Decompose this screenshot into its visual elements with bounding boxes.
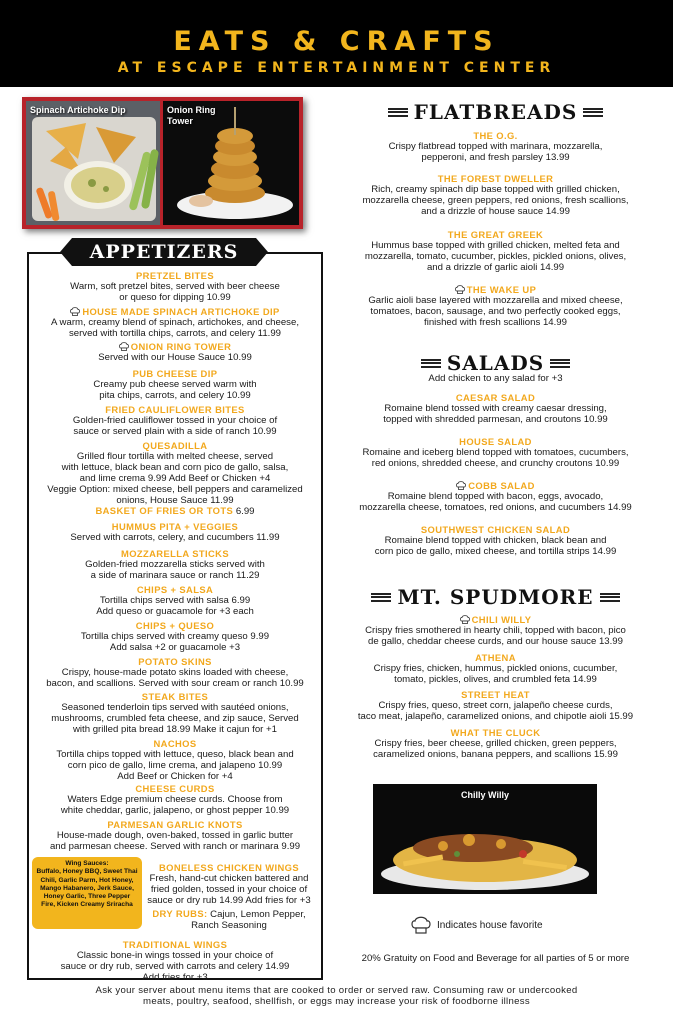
- item-name: PUB CHEESE DIP: [132, 368, 218, 379]
- menu-item: [32, 691, 318, 735]
- item-desc: Crispy fries, queso, street corn, jalapeño cheese curds, taco meat, jalapeño, caramelized onions, and chipotle aioli 15.99: [357, 700, 634, 722]
- wing-sauces-title: Wing Sauces:: [65, 860, 109, 867]
- item-name: [32, 341, 318, 352]
- item-desc: Rich, creamy spinach dip base topped with grilled chicken, mozzarella cheese, green peppers, red onions, fresh scallions, and a drizzle of house sauce 14.99: [362, 184, 629, 217]
- item-name: STREET HEAT: [461, 689, 530, 700]
- item-desc: Served with our House Sauce 10.99: [98, 352, 252, 363]
- item-name: TRADITIONAL WINGS: [122, 939, 228, 950]
- item-name: [333, 284, 658, 295]
- item-name: THE GREAT GREEK: [447, 229, 544, 240]
- item-desc: Classic bone-in wings tossed in your choice of sauce or dry rub, served with carrots and celery 14.99 Add fries for +3: [60, 950, 290, 983]
- item-name: WHAT THE CLUCK: [450, 727, 541, 738]
- item-desc: Crispy fries, chicken, hummus, pickled onions, cucumber, tomato, pickles, olives, and crumbled feta 14.99: [373, 663, 618, 685]
- menu-item: [32, 521, 318, 543]
- menu-item: [32, 656, 318, 689]
- item-name: STEAK BITES: [141, 691, 209, 702]
- item-desc: Romaine and iceberg blend topped with tomatoes, cucumbers, red onions, shredded cheese, and crunchy croutons 10.99: [362, 447, 629, 469]
- item-desc: Crispy fries, beer cheese, grilled chicken, green peppers, caramelized onions, banana peppers, and scallions 15.99: [373, 738, 618, 760]
- item-desc: House-made dough, oven-baked, tossed in garlic butter and parmesan cheese. Served with ranch or marinara 9.99: [49, 830, 301, 852]
- spudmore-header: [333, 585, 658, 609]
- divider-lines: [421, 359, 441, 368]
- item-name-text: COBB SALAD: [468, 480, 535, 491]
- item-desc: Seasoned tenderloin tips served with sautéed onions, mushrooms, crumbled feta cheese, and zip sauce, Served with grilled pita bread 18.99 Make it cajun for +1: [51, 702, 299, 735]
- spudmore-heading: MT. SPUDMORE: [397, 585, 594, 609]
- chef-hat-icon: [119, 342, 129, 351]
- menu-item: [333, 614, 658, 647]
- menu-item: [333, 229, 658, 273]
- item-name: HUMMUS PITA + VEGGIES: [111, 521, 239, 532]
- menu-item: [32, 341, 318, 363]
- item-name: BASKET OF FRIES OR TOTS: [95, 505, 234, 516]
- divider-lines: [583, 108, 603, 117]
- menu-item: [32, 548, 318, 581]
- item-desc: Golden-fried mozzarella sticks served with a side of marinara sauce or ranch 11.29: [85, 559, 265, 581]
- legend-text: Indicates house favorite: [437, 919, 543, 931]
- item-name: SOUTHWEST CHICKEN SALAD: [420, 524, 571, 535]
- wing-sauces-list: Buffalo, Honey BBQ, Sweet Thai Chili, Garlic Parm, Hot Honey, Mango Habanero, Jerk Sauce, Honey Garlic, Three Pepper Fire, Kicken Creamy Sriracha: [36, 868, 138, 909]
- menu-item: [333, 652, 658, 685]
- item-desc: Waters Edge premium cheese curds. Choose from white cheddar, garlic, jalapeno, or ghost pepper 10.99: [60, 794, 290, 816]
- dry-rubs: [142, 908, 316, 931]
- item-desc: Tortilla chips served with salsa 6.99 Add queso or guacamole for +3 each: [96, 595, 254, 617]
- spinach-dip-photo-label: Spinach Artichoke Dip: [30, 105, 126, 115]
- item-name: QUESADILLA: [142, 440, 208, 451]
- menu-item: [333, 689, 658, 722]
- item-desc: Tortilla chips topped with lettuce, queso, black bean and corn pico de gallo, lime crema, and jalapeno 10.99 Add Beef or Chicken for +4: [56, 749, 294, 782]
- appetizers-heading: APPETIZERS: [89, 241, 239, 263]
- menu-item: [333, 436, 658, 469]
- gratuity-note: 20% Gratuity on Food and Beverage for all parties of 5 or more: [361, 953, 630, 964]
- wing-sauces-box: [32, 857, 142, 929]
- item-name: NACHOS: [153, 738, 197, 749]
- divider-lines: [600, 593, 620, 602]
- item-name: [333, 480, 658, 491]
- menu-item: [333, 524, 658, 557]
- menu-item: [32, 584, 318, 617]
- item-desc: Hummus base topped with grilled chicken, melted feta and mozzarella, tomato, cucumber, pickles, pickled onions, olives, and a drizzle of garlic aioli 14.99: [364, 240, 627, 273]
- salads-heading: SALADS: [446, 351, 545, 375]
- chef-hat-icon: [460, 615, 470, 624]
- divider-lines: [388, 108, 408, 117]
- item-name: [333, 614, 658, 625]
- item-desc: Crispy fries smothered in hearty chili, topped with bacon, pico de gallo, cheddar cheese curds, and our house sauce 13.99: [365, 625, 626, 647]
- item-name: HOUSE SALAD: [459, 436, 532, 447]
- chef-hat-icon: [456, 481, 466, 490]
- menu-item: [333, 284, 658, 328]
- item-name: ATHENA: [475, 652, 516, 663]
- flatbreads-header: [333, 100, 658, 124]
- menu-item: [32, 368, 318, 401]
- flatbreads-heading: FLATBREADS: [413, 100, 578, 124]
- salads-note: [333, 373, 658, 384]
- item-name-text: HOUSE MADE SPINACH ARTICHOKE DIP: [82, 306, 280, 317]
- item-desc: Served with carrots, celery, and cucumbers 11.99: [70, 532, 280, 543]
- menu-item: [333, 130, 658, 163]
- dry-rubs-label: DRY RUBS:: [152, 908, 208, 919]
- item-name-text: CHILI WILLY: [471, 614, 532, 625]
- dry-rubs-text: Cajun, Lemon Pepper, Ranch Seasoning: [191, 909, 306, 931]
- item-name: CHIPS + QUESO: [135, 620, 215, 631]
- chilly-willy-photo: [373, 784, 597, 894]
- menu-item: [333, 392, 658, 425]
- dry-rubs-line: [142, 908, 316, 931]
- item-desc: Crispy, house-made potato skins loaded with cheese, bacon, and scallions. Served with sour cream or ranch 10.99: [46, 667, 304, 689]
- menu-item: [32, 939, 318, 983]
- chilly-willy-label: Chilly Willy: [461, 790, 509, 800]
- spinach-dip-image: [26, 101, 160, 225]
- item-desc: Crispy flatbread topped with marinara, mozzarella, pepperoni, and fresh parsley 13.99: [388, 141, 603, 163]
- appetizers-banner: [72, 238, 256, 266]
- chef-hat-icon: [411, 915, 431, 935]
- item-desc: Golden-fried cauliflower tossed in your choice of sauce or served plain with a side of ranch 10.99: [72, 415, 278, 437]
- menu-item: [32, 620, 318, 653]
- item-name-text: ONION RING TOWER: [130, 341, 232, 352]
- item-desc: Romaine blend tossed with creamy caesar dressing, topped with shredded parmesan, and croutons 10.99: [383, 403, 608, 425]
- item-name: CAESAR SALAD: [455, 392, 536, 403]
- item-desc: Grilled flour tortilla with melted cheese, served with lettuce, black bean and corn pico de gallo, salsa, and lime crema 9.99 Add Beef or Chicken +4 Veggie Option: mixed cheese, bell peppers and caramelized onions, House Sauce 11.99: [47, 451, 303, 506]
- item-name: PARMESAN GARLIC KNOTS: [107, 819, 243, 830]
- chef-hat-icon: [70, 307, 80, 316]
- item-name: POTATO SKINS: [138, 656, 212, 667]
- salads-note-text: Add chicken to any salad for +3: [428, 373, 563, 384]
- item-name: THE FOREST DWELLER: [437, 173, 554, 184]
- chilly-willy-image: [373, 784, 597, 894]
- item-desc: Fresh, hand-cut chicken battered and fried golden, tossed in your choice of sauce or dry rub 14.99 Add fries for +3: [147, 873, 311, 906]
- item-desc: Romaine blend topped with bacon, eggs, avocado, mozzarella cheese, tomatoes, red onions, and cucumbers 14.99: [359, 491, 632, 513]
- spinach-dip-photo: [26, 101, 160, 225]
- item-price: 6.99: [235, 506, 255, 517]
- menu-item: [32, 404, 318, 437]
- header: [0, 0, 673, 87]
- item-name-text: THE WAKE UP: [466, 284, 537, 295]
- menu-item: [32, 819, 318, 852]
- item-name: CHEESE CURDS: [135, 783, 215, 794]
- menu-item: [333, 173, 658, 217]
- item-name: CHIPS + SALSA: [136, 584, 214, 595]
- favorite-legend: [411, 915, 543, 935]
- item-desc: Warm, soft pretzel bites, served with beer cheese or queso for dipping 10.99: [70, 281, 280, 303]
- divider-lines: [550, 359, 570, 368]
- item-desc: Garlic aioli base layered with mozzarella and mixed cheese, tomatoes, bacon, sausage, and two perfectly cooked eggs, finished with fresh scallions 14.99: [368, 295, 623, 328]
- menu-item: [32, 505, 318, 517]
- divider-lines: [371, 593, 391, 602]
- menu-item: [32, 270, 318, 303]
- item-desc: A warm, creamy blend of spinach, artichokes, and cheese, served with tortilla chips, carrots, and celery 11.99: [51, 317, 299, 339]
- item-name: THE O.G.: [473, 130, 518, 141]
- menu-item: [32, 738, 318, 782]
- food-safety-notice: Ask your server about menu items that are cooked to order or served raw. Consuming raw or undercooked meats, poultry, seafood, shellfish, or eggs may increase your risk of foodborne illness: [95, 985, 578, 1007]
- chef-hat-icon: [455, 285, 465, 294]
- salads-header: [333, 351, 658, 375]
- menu-item: [32, 306, 318, 339]
- photo-frame: [22, 97, 303, 229]
- onion-ring-photo: [163, 101, 299, 225]
- menu-item: [142, 862, 316, 906]
- item-name: [32, 306, 318, 317]
- item-name: FRIED CAULIFLOWER BITES: [105, 404, 245, 415]
- item-desc: Tortilla chips served with creamy queso 9.99 Add salsa +2 or guacamole +3: [80, 631, 270, 653]
- item-name: MOZZARELLA STICKS: [120, 548, 229, 559]
- restaurant-title: EATS & CRAFTS: [173, 26, 500, 57]
- item-name: PRETZEL BITES: [136, 270, 214, 281]
- menu-item: [333, 727, 658, 760]
- item-line: [95, 506, 254, 517]
- item-name: BONELESS CHICKEN WINGS: [158, 862, 300, 873]
- item-desc: Creamy pub cheese served warm with pita chips, carrots, and celery 10.99: [93, 379, 257, 401]
- item-desc: Romaine blend topped with chicken, black bean and corn pico de gallo, mixed cheese, and tortilla strips 14.99: [374, 535, 617, 557]
- onion-ring-photo-label: Onion Ring Tower: [167, 105, 216, 126]
- menu-item: [32, 440, 318, 506]
- menu-item: [32, 783, 318, 816]
- menu-item: [333, 480, 658, 513]
- restaurant-subtitle: AT ESCAPE ENTERTAINMENT CENTER: [117, 60, 556, 76]
